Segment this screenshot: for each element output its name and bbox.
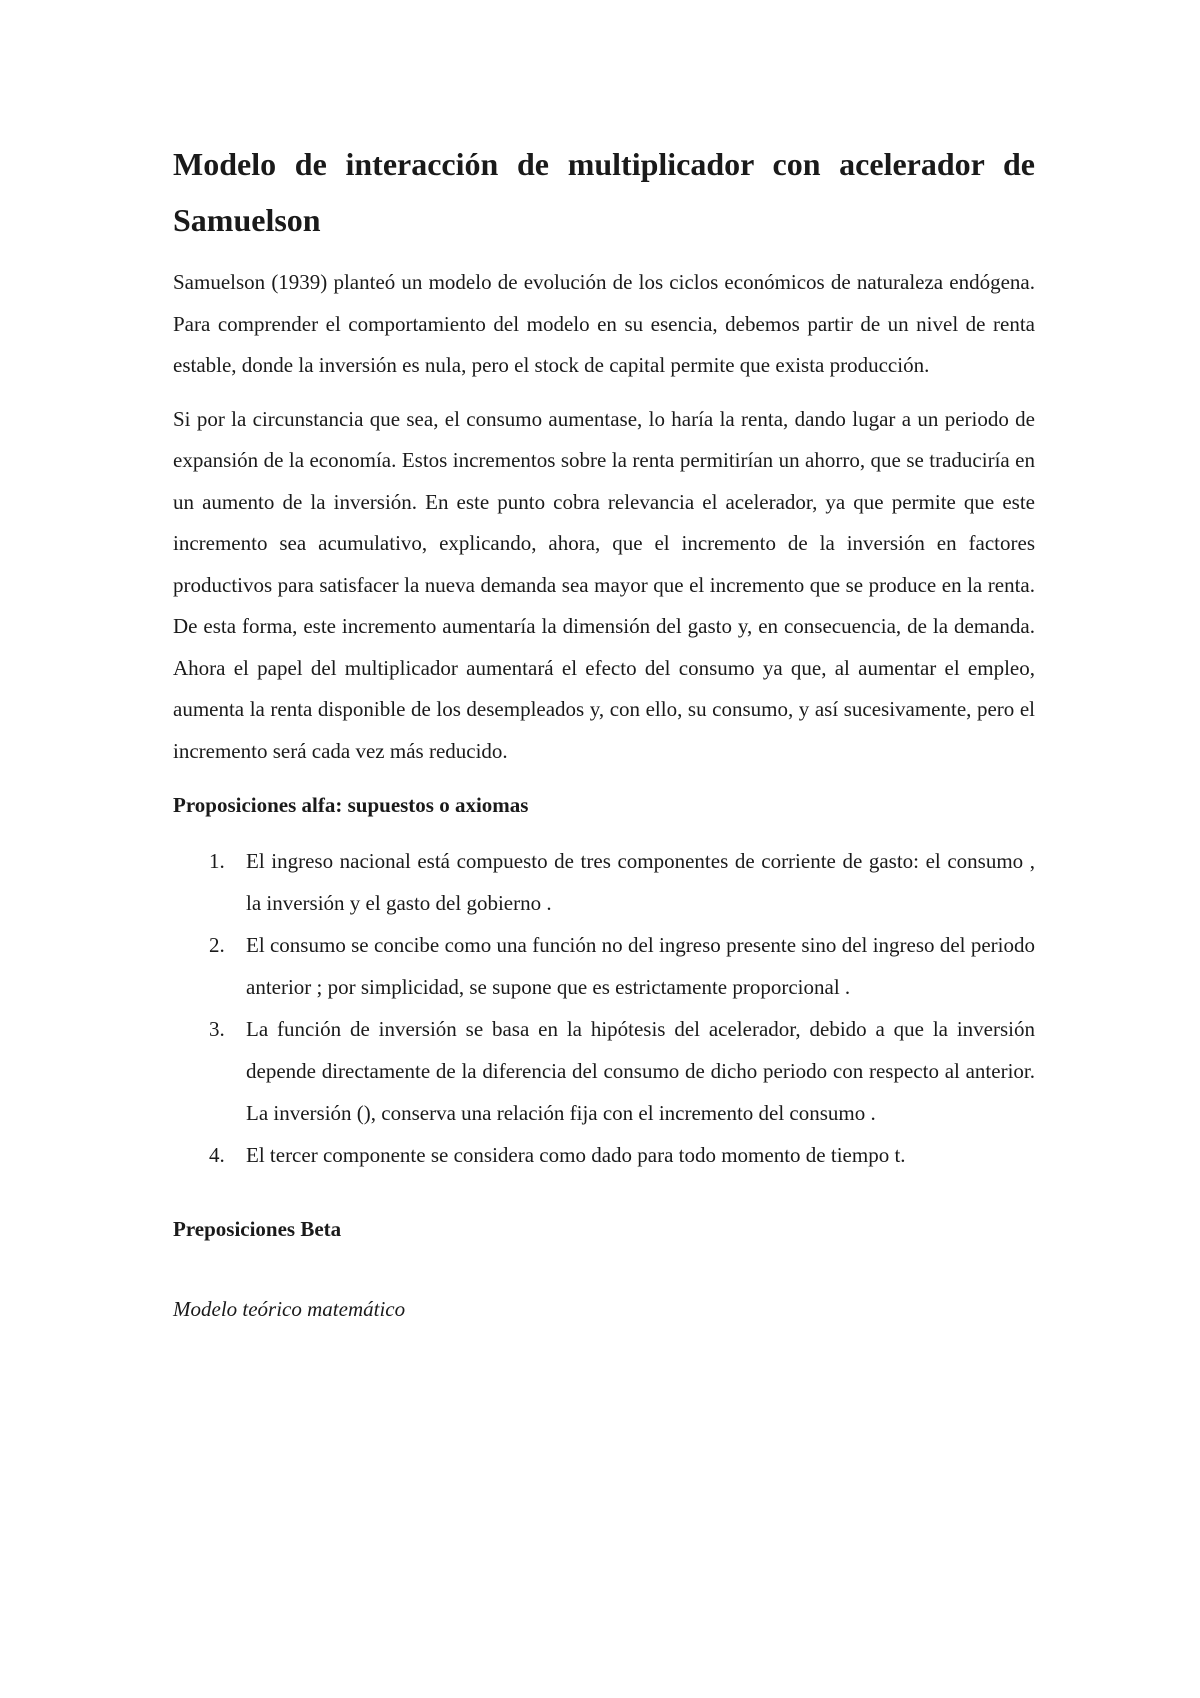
list-item-text: El ingreso nacional está compuesto de tres componentes de corriente de gasto: el consumo , la inversión y el gasto del gobierno . bbox=[246, 849, 1035, 915]
beta-heading: Preposiciones Beta bbox=[173, 1217, 342, 1241]
list-item-text: El consumo se concibe como una función no del ingreso presente sino del ingreso del periodo anterior ; por simplicidad, se supone que es estrictamente proporcional . bbox=[246, 933, 1035, 999]
list-item-number: 4. bbox=[209, 1143, 225, 1167]
paragraph-intro: Samuelson (1939) planteó un modelo de evolución de los ciclos económicos de naturaleza endógena. Para comprender el comportamiento del modelo en su esencia, debemos partir de un nivel de renta estable, donde la inversión es nula, pero el stock de capital permite que exista producción. bbox=[173, 270, 1035, 377]
document-body bbox=[173, 136, 1035, 1330]
list-item bbox=[173, 1008, 1035, 1134]
model-subheading: Modelo teórico matemático bbox=[173, 1297, 406, 1321]
propositions-heading: Proposiciones alfa: supuestos o axiomas bbox=[173, 793, 529, 817]
list-item-number: 1. bbox=[209, 849, 225, 873]
list-item-text: El tercer componente se considera como dado para todo momento de tiempo t. bbox=[246, 1143, 906, 1167]
list-item bbox=[173, 840, 1035, 924]
paragraph-expansion: Si por la circunstancia que sea, el consumo aumentase, lo haría la renta, dando lugar a un periodo de expansión de la economía. Estos incrementos sobre la renta permitirían un ahorro, que se traduciría en un aumento de la inversión. En este punto cobra relevancia el acelerador, ya que permite que este incremento sea acumulativo, explicando, ahora, que el incremento de la inversión en factores productivos para satisfacer la nueva demanda sea mayor que el incremento que se produce en la renta. De esta forma, este incremento aumentaría la dimensión del gasto y, en consecuencia, de la demanda. Ahora el papel del multiplicador aumentará el efecto del consumo ya que, al aumentar el empleo, aumenta la renta disponible de los desempleados y, con ello, su consumo, y así sucesivamente, pero el incremento será cada vez más reducido. bbox=[173, 406, 1035, 763]
list-item bbox=[173, 924, 1035, 1008]
propositions-list bbox=[173, 840, 1035, 1176]
list-item-number: 3. bbox=[209, 1017, 225, 1041]
document-title: Modelo de interacción de multiplicador con acelerador de Samuelson bbox=[173, 146, 1035, 238]
list-item-text: La función de inversión se basa en la hipótesis del acelerador, debido a que la inversión depende directamente de la diferencia del consumo de dicho periodo con respecto al anterior. La inversión (), conserva una relación fija con el incremento del consumo . bbox=[246, 1017, 1035, 1125]
list-item-number: 2. bbox=[209, 933, 225, 957]
list-item bbox=[173, 1134, 1035, 1176]
